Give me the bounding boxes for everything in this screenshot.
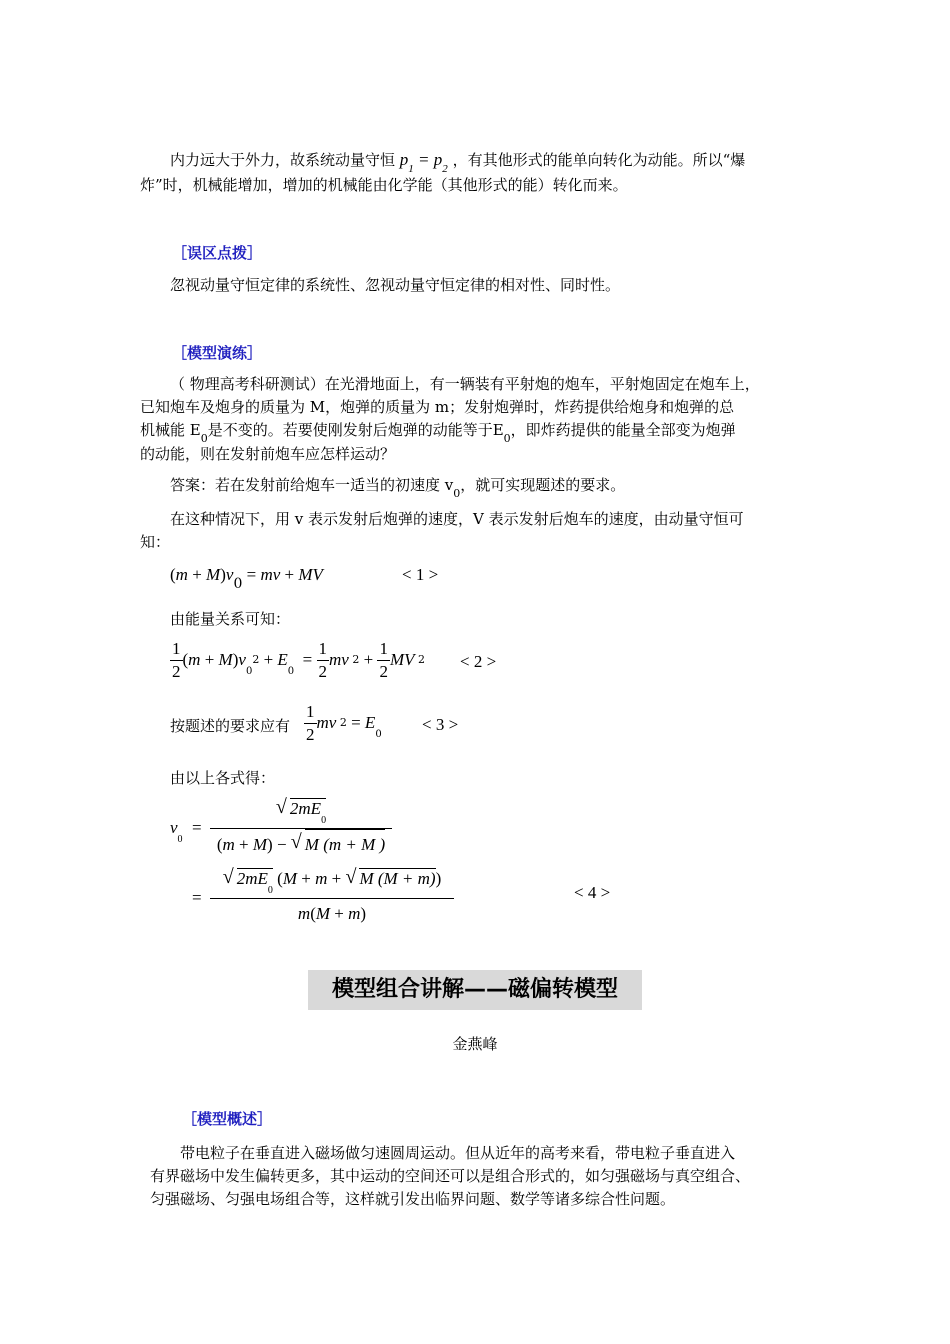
problem-line3-part1: 机械能 E — [140, 421, 201, 439]
equation-1-tag: < 1 > — [402, 565, 439, 584]
problem-line3-part2: 是不变的。若要使刚发射后炮弹的动能等于E — [207, 421, 504, 439]
intro-line1-end: ，有其他形式的能单向转化为动能。所以“爆 — [452, 151, 746, 169]
case-paragraph — [140, 508, 820, 554]
problem-line3-part3: ，即炸药提供的能量全部变为炮弹 — [510, 421, 736, 439]
author-name: 金燕峰 — [452, 1035, 498, 1053]
intro-line1-start: 内力远大于外力，故系统动量守恒 — [170, 151, 396, 169]
section-title: 模型组合讲解——磁偏转模型 — [308, 970, 642, 1010]
intro-line2: 炸”时，机械能增加，增加的机械能由化学能（其他形式的能）转化而来。 — [140, 176, 628, 194]
equation-3-tag: < 3 > — [422, 715, 459, 734]
equation-4-tag: < 4 > — [574, 883, 611, 902]
momentum-equation: $p_1 = p_2$ — [399, 150, 448, 175]
problem-paragraph — [140, 373, 820, 466]
practice-heading: ［模型演练］ — [172, 344, 263, 362]
case-line1: 在这种情况下，用 v 表示发射后炮弹的速度，V 表示发射后炮车的速度，由动量守恒可 — [170, 510, 744, 528]
overview-paragraph — [150, 1142, 830, 1211]
answer-part1: 答案：若在发射前给炮车一适当的初速度 v — [170, 476, 454, 494]
equation-1: (m + M)v0 = mv + MV — [170, 565, 323, 592]
equation-2: $\frac{1}{2}$ $(m + M)v_02 + E_0$ = $\frac{1}{2}$ mv 2 + $\frac{1}{2}$ MV 2 — [172, 639, 425, 681]
problem-line2: 已知炮车及炮身的质量为 M，炮弹的质量为 m；发射炮弹时，炸药提供给炮身和炮弹的总 — [140, 398, 735, 416]
overview-line1: 带电粒子在垂直进入磁场做匀速圆周运动。但从近年的高考来看，带电粒子垂直进入 — [180, 1144, 736, 1162]
case-line2: 知： — [140, 533, 171, 551]
equation-3: $\frac{1}{2}$ mv $2 = E_0$ — [306, 702, 382, 744]
problem-line3: 机械能 $E_0$是不变的。若要使刚发射后炮弹的动能等于$E_0$，即炸药提供的能量全部变为炮弹 — [140, 421, 736, 445]
requirement-text: 按题述的要求应有 — [170, 717, 291, 735]
intro-paragraph — [140, 148, 820, 197]
problem-line4: 的动能，则在发射前炮车应怎样运动？ — [140, 445, 396, 463]
answer-part2: ，就可实现题述的要求。 — [460, 476, 626, 494]
energy-text: 由能量关系可知： — [170, 610, 291, 628]
problem-line1: （ 物理高考科研测试）在光滑地面上，有一辆装有平射炮的炮车，平射炮固定在炮车上， — [170, 375, 760, 393]
misc-text: 忽视动量守恒定律的系统性、忽视动量守恒定律的相对性、同时性。 — [170, 276, 621, 294]
overview-line2: 有界磁场中发生偏转更多，其中运动的空间还可以是组合形式的，如匀强磁场与真空组合、 — [150, 1167, 751, 1185]
overview-heading: ［模型概述］ — [182, 1110, 273, 1128]
answer-text: 答案：若在发射前给炮车一适当的初速度 $v_0$，就可实现题述的要求。 — [170, 476, 626, 500]
overview-line3: 匀强磁场、匀强电场组合等，这样就引发出临界问题、数学等诸多综合性问题。 — [150, 1190, 676, 1208]
document-page: 内力远大于外力，故系统动量守恒 $p_1 = p_2$ ，有其他形式的能单向转化为动能。所以“爆 炸”时，机械能增加，增加的机械能由化学能（其他形式的能）转化而来。 ［误区点拨］ 忽视动量守恒定律的系统性、忽视动量守恒定律的相对性、同时性。 ［模型演练］ （ 物理高考科研测试）在光滑地面上，有一辆装有平射炮的炮车，平射炮固定在炮车上， 已知炮车及炮身的质量为 M，炮弹的质量为 m；发射炮弹时，炸药提供给炮身和炮弹的总 机械能 $E_0$是不变的。若要使刚发射后炮弹的动能等于$E_0$，即炸药提供的能量全部变为炮弹 的动能，则在发射前炮车应怎样运动？ 答案：若在发射前给炮车一适当的初速度 $v_0$，就可实现题述的要求。 在这种情况下，用 v 表示发射后炮弹的速度，V 表示发射后炮车的速度，由动量守恒可 知： (m + M)v0 = mv + MV < 1 > 由能量关系可知： $\frac{1}{2}$ $(m + M)v_02 + E_0$ = $\frac{1}{2}$ mv 2 + $\frac{1}{2}$ MV 2 < 2 > 按题述的要求应有 $\frac{1}{2}$ mv $2 = E_0$ < 3 > 由以上各式得： $v_0$ = √ $2mE_0$ (m + M) − √ M (m + M ) = √ $2mE_0$ (M + m + √ M (M + m)) m(M + m) < 4 > 模型组合讲解——磁偏转模型 金燕峰 ［模型概述］ 带电粒子在垂直进入磁场做匀速圆周运动。但从近年的高考来看，带电粒子垂直进入 有界磁场中发生偏转更多，其中运动的空间还可以是组合形式的，如匀强磁场与真空组合、 匀强磁场、匀强电场组合等，这样就引发出临界问题、数学等诸多综合性问题。 — [0, 0, 950, 1344]
misc-heading: ［误区点拨］ — [172, 244, 263, 262]
result-text: 由以上各式得： — [170, 769, 276, 787]
equation-2-tag: < 2 > — [460, 652, 497, 671]
